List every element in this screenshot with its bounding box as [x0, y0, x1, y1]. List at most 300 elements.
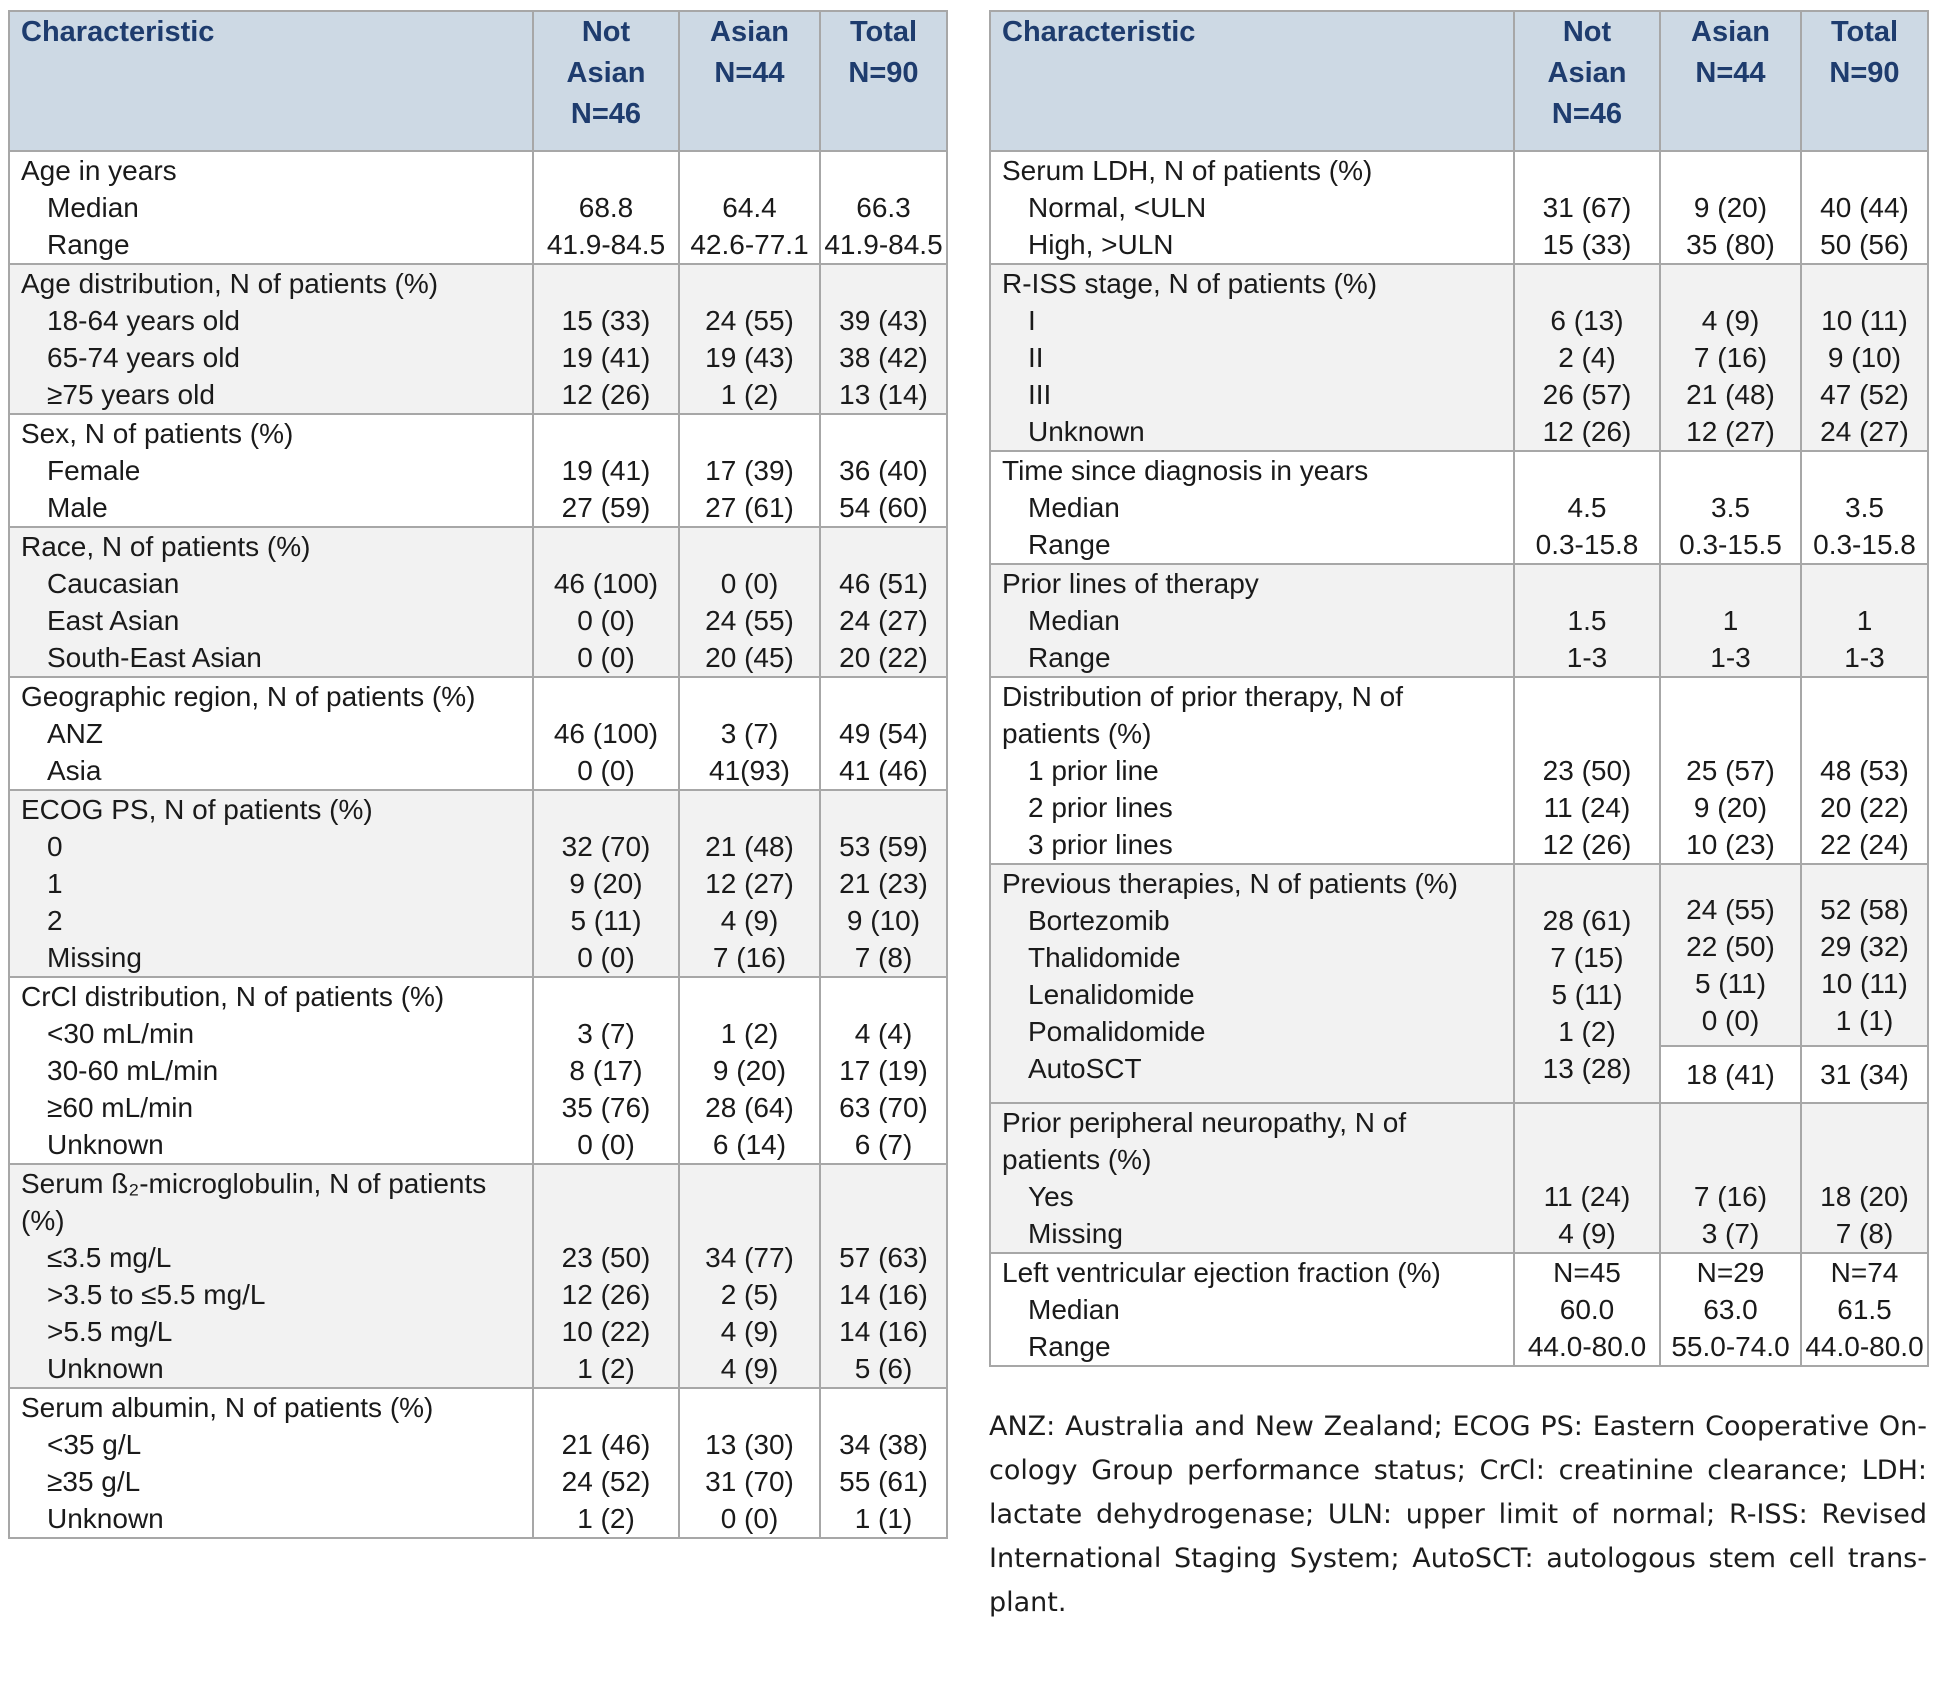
- cell-value: 38 (42): [839, 342, 928, 373]
- cell-value: [1661, 678, 1800, 715]
- value-cell-asian: [1660, 151, 1801, 264]
- value-cell-asian: [679, 1164, 820, 1388]
- cell-value: [534, 528, 678, 565]
- section-time-since-diagnosis: [990, 451, 1928, 564]
- cell-value: 14 (16): [839, 1279, 928, 1310]
- cell-value: [1661, 452, 1800, 489]
- cell-value: 0.3-15.5: [1679, 529, 1782, 560]
- row-label: South-East Asian: [47, 642, 262, 673]
- value-cell-total: [820, 527, 947, 677]
- cell-value: 5 (11): [1551, 979, 1623, 1010]
- column-header-line: N=90: [848, 57, 919, 89]
- cell-value: 1-3: [1566, 642, 1608, 673]
- cell-value: 13 (30): [705, 1429, 794, 1460]
- cell-value: 0 (0): [577, 942, 635, 973]
- cell-value: 1 (2): [1558, 1016, 1616, 1047]
- cell-value: 1.5: [1567, 605, 1607, 636]
- cell-value: 6 (14): [712, 1129, 787, 1160]
- header-row: [9, 11, 947, 151]
- cell-value: [1515, 865, 1659, 902]
- characteristic-cell: [9, 1164, 533, 1388]
- cell-value: 21 (46): [561, 1429, 651, 1460]
- column-header-line: Asian: [566, 57, 646, 89]
- cell-value: 12 (26): [1542, 416, 1632, 447]
- row-label: Unknown: [47, 1353, 164, 1384]
- cell-value: 1 (1): [1835, 1005, 1894, 1036]
- value-cell-asian: [1660, 864, 1801, 1103]
- cell-value: 66.3: [856, 192, 911, 223]
- column-header-line: Total: [1830, 16, 1899, 48]
- row-label: Asia: [47, 755, 102, 786]
- cell-value: 63 (70): [839, 1092, 928, 1123]
- cell-value: 47 (52): [1820, 379, 1909, 410]
- row-label: Range: [1028, 529, 1111, 560]
- value-cell-total: [1801, 264, 1928, 451]
- section-title: R-ISS stage, N of patients (%): [1002, 268, 1378, 299]
- cell-value: [534, 152, 678, 189]
- cell-value: 24 (27): [839, 605, 928, 636]
- column-header-line: Asian: [1547, 57, 1627, 89]
- cell-value: 7 (16): [1693, 1181, 1768, 1212]
- characteristic-cell: [990, 864, 1514, 1103]
- section-prior-peripheral-neuropathy: [990, 1103, 1928, 1253]
- footnote-line: ANZ: Australia and New Zealand; ECOG PS: Eastern Cooperative On-: [989, 1411, 1927, 1442]
- row-label: High, >ULN: [1028, 229, 1174, 260]
- right-column: [989, 10, 1929, 1625]
- cell-value: 5 (6): [854, 1353, 913, 1384]
- cell-value: 2 (5): [720, 1279, 779, 1310]
- cell-value: [680, 265, 819, 302]
- characteristic-header: Characteristic: [990, 11, 1514, 151]
- value-cell-not-asian: [1514, 264, 1660, 451]
- cell-value: 28 (61): [1542, 905, 1632, 936]
- value-cell-total: [820, 151, 947, 264]
- cell-value: [680, 978, 819, 1015]
- cell-value: [680, 528, 819, 565]
- cell-value: 61.5: [1837, 1294, 1892, 1325]
- cell-value: 21 (48): [705, 831, 794, 862]
- cell-value: [534, 265, 678, 302]
- value-cell-total: [1801, 151, 1928, 264]
- cell-value: 27 (61): [705, 492, 794, 523]
- row-label: Unknown: [47, 1129, 164, 1160]
- value-cell-asian: [679, 264, 820, 414]
- row-label: Yes: [1028, 1181, 1074, 1212]
- cell-value: 19 (43): [705, 342, 794, 373]
- cell-value: [680, 678, 819, 715]
- column-header-total: [1801, 11, 1928, 151]
- row-label: AutoSCT: [1028, 1053, 1142, 1084]
- cell-value: 9 (10): [846, 905, 921, 936]
- cell-value: 1 (2): [577, 1353, 635, 1384]
- cell-value: 7 (16): [712, 942, 787, 973]
- row-label: <35 g/L: [47, 1429, 142, 1460]
- cell-value: [1802, 152, 1927, 189]
- cell-value: 9 (20): [1693, 792, 1768, 823]
- cell-value: [1802, 1104, 1927, 1141]
- table-body: [990, 151, 1928, 1366]
- cell-value: [1802, 452, 1927, 489]
- cell-value: 35 (80): [1686, 229, 1775, 260]
- section-geographic-region: [9, 677, 947, 790]
- row-label: Median: [47, 192, 139, 223]
- value-cell-not-asian: [533, 790, 679, 977]
- cell-value: [1802, 265, 1927, 302]
- cell-value: 4 (4): [854, 1018, 913, 1049]
- cell-value: N=29: [1696, 1257, 1765, 1288]
- cell-value: 20 (22): [1820, 792, 1909, 823]
- cell-value: 0 (0): [577, 605, 635, 636]
- row-label: 2: [47, 905, 63, 936]
- section-left-ventricular-ejection-fraction: [990, 1253, 1928, 1366]
- cell-value: [680, 1389, 819, 1426]
- value-cell-not-asian: [533, 677, 679, 790]
- value-cell-asian: [679, 1388, 820, 1538]
- cell-value: 54 (60): [839, 492, 928, 523]
- row-label: 30-60 mL/min: [47, 1055, 219, 1086]
- cell-value: 49 (54): [839, 718, 928, 749]
- cell-value: 24 (52): [561, 1466, 651, 1497]
- cell-value: 12 (26): [1542, 829, 1632, 860]
- cell-value: [821, 1202, 946, 1239]
- row-label: Lenalidomide: [1028, 979, 1195, 1010]
- table-header: [9, 11, 947, 151]
- value-cell-total: [820, 414, 947, 527]
- row-label: Median: [1028, 492, 1120, 523]
- row-label: Range: [1028, 642, 1111, 673]
- cell-value: 7 (16): [1693, 342, 1768, 373]
- section-distribution-of-prior-therapy: [990, 677, 1928, 864]
- column-header-total: [820, 11, 947, 151]
- value-cell-total: [820, 1164, 947, 1388]
- value-cell-not-asian: [1514, 151, 1660, 264]
- cell-value: 24 (27): [1820, 416, 1909, 447]
- cell-value: 31 (70): [705, 1466, 794, 1497]
- row-label: Median: [1028, 1294, 1120, 1325]
- row-label: ≥35 g/L: [47, 1466, 141, 1497]
- cell-value: [1515, 152, 1659, 189]
- characteristic-cell: [990, 264, 1514, 451]
- row-label: I: [1028, 305, 1036, 336]
- cell-value: [821, 1165, 946, 1202]
- value-cell-not-asian: [533, 527, 679, 677]
- baseline-characteristics-table-left: [8, 10, 948, 1539]
- cell-value: 6 (13): [1550, 305, 1624, 336]
- row-label: 1: [47, 868, 63, 899]
- column-header-line: N=46: [1551, 98, 1623, 130]
- cell-value: 42.6-77.1: [690, 229, 809, 260]
- cell-value: 15 (33): [561, 305, 651, 336]
- cell-value: 4 (9): [1701, 305, 1760, 336]
- value-cell-total: [820, 790, 947, 977]
- column-header-line: Not: [581, 16, 631, 48]
- value-cell-not-asian: [533, 264, 679, 414]
- cell-value: 23 (50): [1542, 755, 1632, 786]
- characteristic-cell: [990, 1103, 1514, 1253]
- cell-value: 7 (15): [1550, 942, 1624, 973]
- cell-value: 63.0: [1703, 1294, 1758, 1325]
- section-r-iss-stage: [990, 264, 1928, 451]
- value-cell-total: [820, 1388, 947, 1538]
- value-cell-asian: [1660, 264, 1801, 451]
- row-label: ≤3.5 mg/L: [47, 1242, 172, 1273]
- value-cell-not-asian: [1514, 1103, 1660, 1253]
- value-cell-asian: [1660, 1103, 1801, 1253]
- row-label: >5.5 mg/L: [47, 1316, 173, 1347]
- cell-value: [680, 1165, 819, 1202]
- value-cell-not-asian: [1514, 1253, 1660, 1366]
- characteristic-cell: [990, 451, 1514, 564]
- cell-value: [1515, 565, 1659, 602]
- cell-value: 4 (9): [720, 1353, 779, 1384]
- cell-value: 18 (20): [1820, 1181, 1909, 1212]
- value-cell-asian: [679, 151, 820, 264]
- column-header-line: Asian: [710, 16, 789, 48]
- column-header-line: N=44: [1695, 57, 1766, 89]
- characteristic-cell: [990, 677, 1514, 864]
- cell-value: [1661, 1104, 1800, 1141]
- value-cell-total: [1801, 451, 1928, 564]
- section-title: Age distribution, N of patients (%): [21, 268, 439, 299]
- baseline-characteristics-table-right: [989, 10, 1929, 1367]
- section-title: Race, N of patients (%): [21, 531, 311, 562]
- cell-value: 0 (0): [720, 568, 779, 599]
- cell-value: 41 (46): [839, 755, 928, 786]
- column-header-line: Not: [1562, 16, 1612, 48]
- row-label: 18-64 years old: [47, 305, 241, 336]
- row-label: 65-74 years old: [47, 342, 241, 373]
- cell-value: 46 (51): [839, 568, 928, 599]
- section-title: Serum ß₂-microglobulin, N of patients: [21, 1168, 487, 1199]
- value-cell-asian: [1660, 1253, 1801, 1366]
- cell-value: 55 (61): [839, 1466, 928, 1497]
- row-label: East Asian: [47, 605, 180, 636]
- cell-value: 41(93): [709, 755, 790, 786]
- row-label: Normal, <ULN: [1028, 192, 1207, 223]
- cell-value: [821, 791, 946, 828]
- cell-value: 41.9-84.5: [546, 229, 666, 260]
- cell-value: 9 (20): [1693, 192, 1768, 223]
- cell-value: [680, 152, 819, 189]
- section-title: Left ventricular ejection fraction (%): [1002, 1257, 1441, 1288]
- row-label: 0: [47, 831, 63, 862]
- cell-value: 24 (55): [705, 605, 794, 636]
- cell-value: 29 (32): [1820, 931, 1909, 962]
- cell-value: 21 (23): [839, 868, 928, 899]
- cell-value: 32 (70): [561, 831, 651, 862]
- row-label: III: [1028, 379, 1052, 410]
- section-title: Age in years: [21, 155, 177, 186]
- cell-value: 46 (100): [553, 718, 659, 749]
- row-label: 3 prior lines: [1028, 829, 1173, 860]
- cell-value: [1515, 1104, 1659, 1141]
- row-label: Missing: [1028, 1218, 1123, 1249]
- cell-value: 8 (17): [569, 1055, 643, 1086]
- cell-value: 21 (48): [1686, 379, 1775, 410]
- cell-value: 22 (24): [1820, 829, 1909, 860]
- cell-value: [1515, 452, 1659, 489]
- column-header-not-asian: [1514, 11, 1660, 151]
- cell-value: [534, 415, 678, 452]
- cell-value: [680, 415, 819, 452]
- section-prior-lines-of-therapy: [990, 564, 1928, 677]
- row-label: ≥60 mL/min: [47, 1092, 194, 1123]
- cell-value: 4 (9): [720, 905, 779, 936]
- characteristic-cell: [9, 414, 533, 527]
- cell-value: 35 (76): [561, 1092, 651, 1123]
- cell-value: [821, 978, 946, 1015]
- cell-value: 10 (11): [1821, 305, 1908, 336]
- cell-value: 7 (8): [854, 942, 913, 973]
- cell-value: [821, 528, 946, 565]
- characteristic-cell: [9, 977, 533, 1164]
- cell-value: [680, 791, 819, 828]
- cell-value: 9 (10): [1827, 342, 1902, 373]
- table-header: [990, 11, 1928, 151]
- value-cell-not-asian: [1514, 677, 1660, 864]
- cell-value: 5 (11): [1694, 968, 1767, 999]
- cell-value: 15 (33): [1542, 229, 1632, 260]
- row-label: Range: [47, 229, 130, 260]
- cell-value: 12 (26): [561, 1279, 651, 1310]
- cell-value: 0 (0): [720, 1503, 779, 1534]
- cell-value: [821, 265, 946, 302]
- footnote-line: plant.: [989, 1587, 1067, 1618]
- section-title: Geographic region, N of patients (%): [21, 681, 476, 712]
- cell-value: 28 (64): [705, 1092, 794, 1123]
- cell-value: 60.0: [1559, 1294, 1615, 1325]
- cell-value: [821, 152, 946, 189]
- cell-value: [534, 791, 678, 828]
- section-serum-b2-microglobulin: [9, 1164, 947, 1388]
- characteristic-cell: [990, 151, 1514, 264]
- cell-value: 17 (19): [839, 1055, 928, 1086]
- cell-value: 1: [1722, 605, 1739, 636]
- characteristic-cell: [9, 264, 533, 414]
- cell-value: 3 (7): [720, 718, 779, 749]
- value-cell-asian: [679, 790, 820, 977]
- value-cell-total: [1801, 1103, 1928, 1253]
- row-label: Range: [1028, 1331, 1111, 1362]
- cell-value: 13 (14): [839, 379, 928, 410]
- footnote-line: International Staging System; AutoSCT: autologous stem cell trans-: [989, 1543, 1927, 1574]
- cell-value: 1 (2): [720, 379, 779, 410]
- cell-value: 50 (56): [1820, 229, 1909, 260]
- cell-value: 31 (67): [1542, 192, 1632, 223]
- cell-value: [821, 415, 946, 452]
- cell-value: 0 (0): [577, 642, 635, 673]
- column-header-not-asian: [533, 11, 679, 151]
- cell-value: 27 (59): [561, 492, 651, 523]
- characteristic-cell: [9, 790, 533, 977]
- section-title: Serum LDH, N of patients (%): [1002, 155, 1373, 186]
- cell-value: 34 (38): [839, 1429, 928, 1460]
- cell-value: 44.0-80.0: [1527, 1331, 1647, 1362]
- cell-value: 19 (41): [561, 342, 651, 373]
- column-header-asian: [679, 11, 820, 151]
- row-label: Unknown: [1028, 416, 1145, 447]
- characteristic-cell: [9, 527, 533, 677]
- cell-value: [1661, 715, 1800, 752]
- section-title: ECOG PS, N of patients (%): [21, 794, 373, 825]
- section-crcl-distribution: [9, 977, 947, 1164]
- column-header-line: Asian: [1691, 16, 1770, 48]
- row-label: Male: [47, 492, 108, 523]
- value-cell-not-asian: [533, 151, 679, 264]
- cell-value: 14 (16): [839, 1316, 928, 1347]
- cell-value: [1515, 678, 1659, 715]
- cell-value: [1802, 565, 1927, 602]
- section-title: Previous therapies, N of patients (%): [1002, 868, 1458, 899]
- characteristic-cell: [990, 1253, 1514, 1366]
- cell-value: [821, 1389, 946, 1426]
- value-cell-not-asian: [1514, 564, 1660, 677]
- cell-value: 10 (23): [1686, 829, 1775, 860]
- value-cell-not-asian: [533, 977, 679, 1164]
- cell-value: [1661, 565, 1800, 602]
- cell-value: [1515, 1141, 1659, 1178]
- cell-value: 11 (24): [1543, 792, 1631, 823]
- section-ecog-ps: [9, 790, 947, 977]
- value-cell-not-asian: [533, 1388, 679, 1538]
- cell-value: 1-3: [1710, 642, 1751, 673]
- cell-value: 0 (0): [1701, 1005, 1760, 1036]
- cell-value: [1802, 1141, 1927, 1178]
- column-header-line: N=44: [714, 57, 785, 89]
- section-title: patients (%): [1002, 1144, 1152, 1175]
- cell-value: 4 (9): [720, 1316, 779, 1347]
- cell-value: [1661, 152, 1800, 189]
- cell-value: 0.3-15.8: [1813, 529, 1916, 560]
- cell-value: 68.8: [578, 192, 634, 223]
- cell-value: 53 (59): [839, 831, 928, 862]
- row-label: Bortezomib: [1028, 905, 1170, 936]
- split-upper-cell: [1661, 865, 1800, 1047]
- column-header-line: Total: [849, 16, 918, 48]
- cell-value: [1802, 715, 1927, 752]
- row-label: <30 mL/min: [47, 1018, 195, 1049]
- cell-value: 55.0-74.0: [1671, 1331, 1790, 1362]
- value-cell-asian: [679, 677, 820, 790]
- cell-value: 9 (20): [712, 1055, 787, 1086]
- cell-value: 36 (40): [839, 455, 928, 486]
- section-race: [9, 527, 947, 677]
- cell-value: 20 (22): [839, 642, 928, 673]
- cell-value: 7 (8): [1835, 1218, 1894, 1249]
- cell-value: 17 (39): [705, 455, 794, 486]
- footnote-line: lactate dehydrogenase; ULN: upper limit of normal; R-ISS: Revised: [989, 1499, 1927, 1530]
- cell-value: 52 (58): [1820, 894, 1909, 925]
- section-title: CrCl distribution, N of patients (%): [21, 981, 445, 1012]
- cell-value: 22 (50): [1686, 931, 1775, 962]
- row-label: Missing: [47, 942, 142, 973]
- row-label: ≥75 years old: [47, 379, 215, 410]
- cell-value: [1802, 678, 1927, 715]
- value-cell-total: [1801, 677, 1928, 864]
- cell-value: 2 (4): [1558, 342, 1616, 373]
- value-cell-asian: [1660, 677, 1801, 864]
- cell-value: 24 (55): [705, 305, 794, 336]
- cell-value: 41.9-84.5: [824, 229, 943, 260]
- header-row: [990, 11, 1928, 151]
- section-title: Prior peripheral neuropathy, N of: [1002, 1107, 1407, 1138]
- abbreviations-footnote: [989, 1405, 1927, 1625]
- cell-value: 25 (57): [1686, 755, 1775, 786]
- section-title: Sex, N of patients (%): [21, 418, 294, 449]
- cell-value: 1: [1856, 605, 1873, 636]
- column-header-line: N=90: [1829, 57, 1900, 89]
- cell-value: 12 (27): [1686, 416, 1775, 447]
